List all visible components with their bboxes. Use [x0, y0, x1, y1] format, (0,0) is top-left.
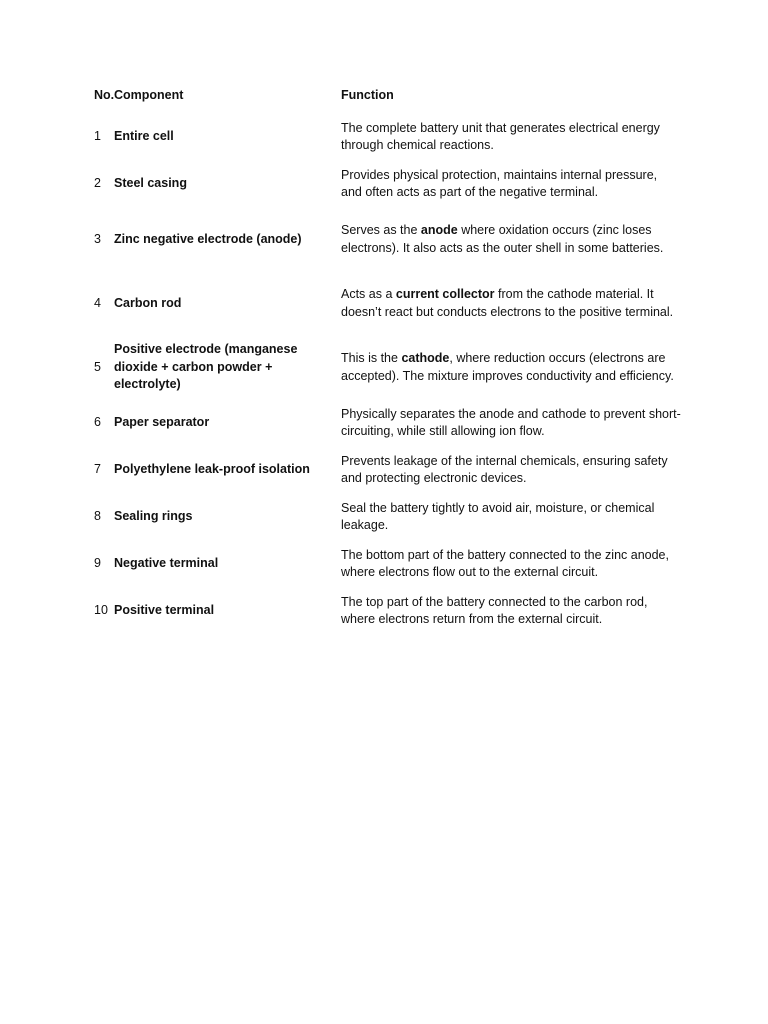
- function-text: The top part of the battery connected to the carbon rod, where electrons return from the external circuit.: [341, 594, 648, 626]
- component-name: Sealing rings: [114, 509, 193, 524]
- row-number: 3: [94, 231, 101, 246]
- component-function: [341, 208, 689, 272]
- table-row: [89, 114, 689, 161]
- component-name: Paper separator: [114, 415, 210, 430]
- table-header: [89, 86, 689, 114]
- row-number: 9: [94, 556, 101, 571]
- row-number: 7: [94, 462, 101, 477]
- battery-components-table: [89, 86, 689, 635]
- row-number: 8: [94, 509, 101, 524]
- header-component: Component: [114, 88, 184, 103]
- function-text: Acts as a: [341, 287, 396, 301]
- component-function: [341, 272, 689, 336]
- table-row: [89, 541, 689, 588]
- component-name: Entire cell: [114, 129, 174, 144]
- component-function: [341, 588, 689, 635]
- table-row: [89, 336, 689, 400]
- component-function: [341, 541, 689, 588]
- component-name: Positive terminal: [114, 603, 215, 618]
- row-number: 6: [94, 415, 101, 430]
- function-bold-text: anode: [420, 223, 458, 237]
- function-text: Physically separates the anode and cathode to prevent short-circuiting, while still allowing ion flow.: [341, 406, 681, 438]
- component-name: Zinc negative electrode (anode): [114, 231, 302, 246]
- component-name: Negative terminal: [114, 556, 219, 571]
- function-text: Seal the battery tightly to avoid air, moisture, or chemical leakage.: [341, 500, 655, 532]
- component-function: [341, 494, 689, 541]
- function-text: The bottom part of the battery connected to the zinc anode, where electrons flow out to the external circuit.: [341, 547, 669, 579]
- table-row: [89, 447, 689, 494]
- row-number: 5: [94, 359, 101, 374]
- table-row: [89, 161, 689, 208]
- function-text-continued: , where reduction occurs (electrons are accepted). The mixture improves conductivity and efficiency.: [341, 351, 674, 383]
- function-text-continued: where oxidation occurs (zinc loses electrons). It also acts as the outer shell in some batteries.: [341, 223, 664, 255]
- function-text: This is the: [341, 351, 402, 365]
- table-row: [89, 272, 689, 336]
- header-row: [89, 86, 689, 114]
- table-row: [89, 588, 689, 635]
- component-function: [341, 400, 689, 447]
- function-text: Serves as the: [341, 223, 421, 237]
- row-number: 1: [94, 129, 101, 144]
- table-row: [89, 494, 689, 541]
- component-name: Steel casing: [114, 176, 187, 191]
- component-name: Polyethylene leak-proof isolation: [114, 462, 310, 477]
- row-number: 10: [94, 603, 108, 618]
- component-function: [341, 161, 689, 208]
- table-body: [89, 114, 689, 635]
- function-bold-text: current collector: [395, 287, 495, 301]
- table-row: [89, 400, 689, 447]
- function-text: The complete battery unit that generates electrical energy through chemical reactions.: [341, 120, 660, 152]
- component-function: [341, 114, 689, 161]
- function-text: Prevents leakage of the internal chemicals, ensuring safety and protecting electronic devices.: [341, 453, 668, 485]
- row-number: 4: [94, 295, 101, 310]
- function-text: Provides physical protection, maintains internal pressure, and often acts as part of the negative terminal.: [341, 167, 658, 199]
- component-name: Positive electrode (manganese dioxide + carbon powder + electrolyte): [114, 342, 298, 392]
- function-text-continued: from the cathode material. It doesn’t react but conducts electrons to the positive terminal.: [341, 287, 674, 319]
- component-function: [341, 336, 689, 400]
- row-number: 2: [94, 176, 101, 191]
- table-row: [89, 208, 689, 272]
- header-no: No.: [94, 88, 115, 103]
- component-function: [341, 447, 689, 494]
- function-bold-text: cathode: [401, 351, 450, 365]
- component-name: Carbon rod: [114, 295, 182, 310]
- header-function: Function: [341, 88, 394, 103]
